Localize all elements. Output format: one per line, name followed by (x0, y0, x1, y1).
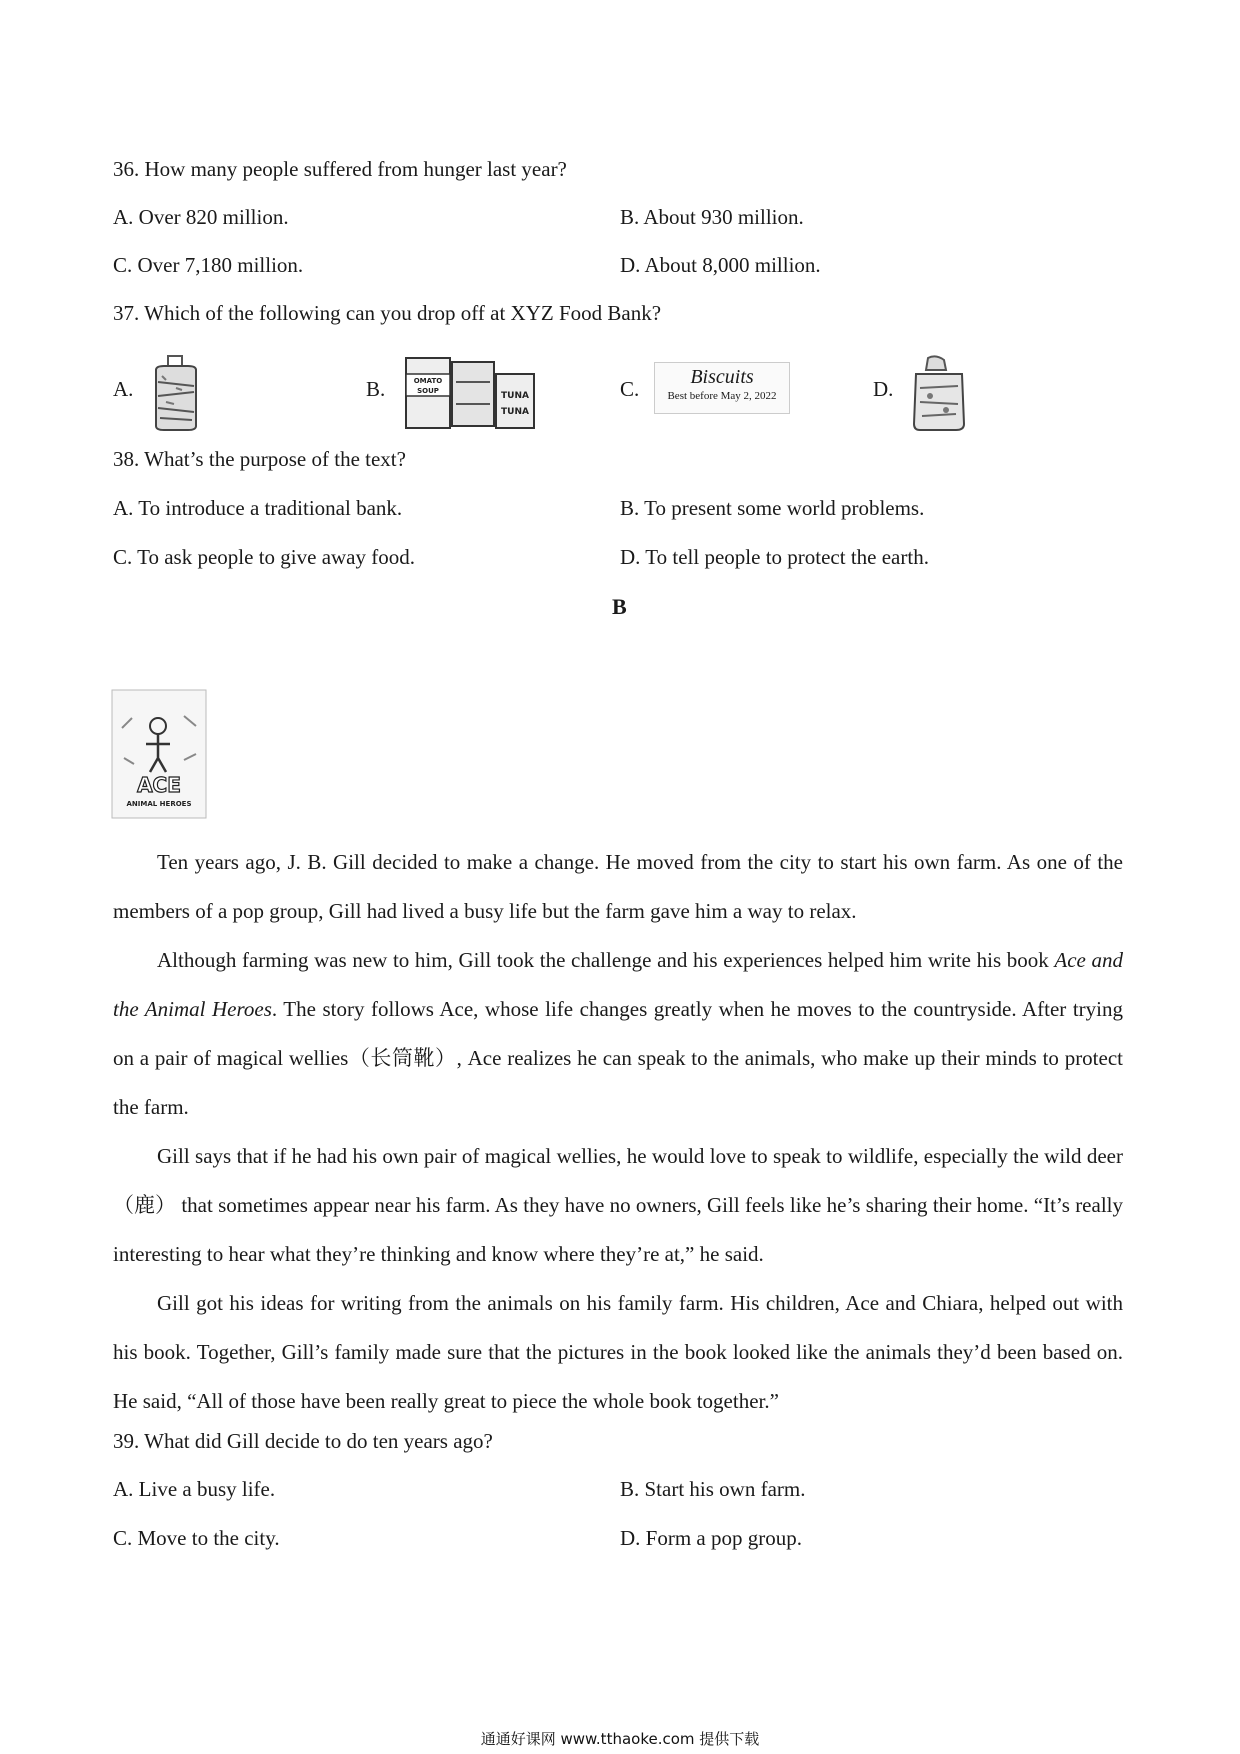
jar-image (146, 352, 216, 432)
q37-option-c-letter: C. (620, 377, 640, 401)
book-cover-image (110, 688, 208, 820)
q37-option-d-letter: D. (873, 377, 894, 401)
question-36: 36. How many people suffered from hunger last year? (113, 157, 567, 181)
paragraph-1-text: Ten years ago, J. B. Gill decided to make a change. He moved from the city to start his own farm. As one of the members of a pop group, Gill had lived a busy life but the farm gave him a way to relax. (113, 850, 1123, 923)
passage-paragraph-3 (113, 1132, 1123, 1279)
canned-food-image (402, 352, 537, 432)
paragraph-3-text: Gill says that if he had his own pair of magical wellies, he would love to speak to wildlife, especially the wild deer（鹿） that sometimes appear near his farm. As they have no owners, Gill feels like he’s sharing their home. “It’s really interesting to hear what they’re thinking and know where they’re at,” he said. (113, 1144, 1123, 1266)
book-cover-subtitle: ANIMAL HEROES (126, 800, 192, 808)
paragraph-2-text-start: Although farming was new to him, Gill took the challenge and his experiences helped him write his book (157, 948, 1055, 972)
q36-option-d: D. About 8,000 million. (620, 253, 821, 277)
paragraph-4-text: Gill got his ideas for writing from the animals on his family farm. His children, Ace and Chiara, helped out with his book. Together, Gill’s family made sure that the pictures in the book looked like the animals they’d been based on. He said, “All of those have been really great to piece the whole book together.” (113, 1291, 1123, 1413)
q36-option-b: B. About 930 million. (620, 205, 804, 229)
svg-text:TUNA: TUNA (501, 391, 529, 401)
question-37: 37. Which of the following can you drop off at XYZ Food Bank? (113, 301, 662, 325)
q38-option-b: B. To present some world problems. (620, 496, 925, 520)
q36-option-c: C. Over 7,180 million. (113, 253, 304, 277)
q38-option-d: D. To tell people to protect the earth. (620, 545, 929, 569)
q37-option-a-letter: A. (113, 377, 134, 401)
page-footer: 通通好课网 www.tthaoke.com 提供下载 (480, 1730, 760, 1748)
q36-option-a: A. Over 820 million. (113, 205, 289, 229)
q38-option-c: C. To ask people to give away food. (113, 545, 415, 569)
q39-option-c: C. Move to the city. (113, 1526, 280, 1550)
svg-text:TUNA: TUNA (501, 407, 529, 417)
passage-paragraph-1 (113, 838, 1123, 936)
svg-text:OMATO: OMATO (413, 377, 443, 385)
q39-option-a: A. Live a busy life. (113, 1477, 276, 1501)
question-39: 39. What did Gill decide to do ten years ago? (113, 1429, 493, 1453)
passage-paragraph-4 (113, 1279, 1123, 1426)
biscuits-label: Biscuits (690, 366, 754, 388)
q39-option-d: D. Form a pop group. (620, 1526, 802, 1550)
q37-option-b-letter: B. (366, 377, 386, 401)
passage-paragraph-2 (113, 936, 1123, 1132)
paragraph-2-text-end: . The story follows Ace, whose life changes greatly when he moves to the countryside. After trying on a pair of magical wellies（长筒靴）, Ace realizes he can speak to the animals, who make up their minds to protect the farm. (113, 997, 1123, 1119)
svg-text:SOUP: SOUP (417, 387, 439, 395)
biscuits-label-image (654, 362, 790, 414)
q38-option-a: A. To introduce a traditional bank. (113, 496, 403, 520)
section-b-heading: B (612, 594, 627, 619)
question-38: 38. What’s the purpose of the text? (113, 447, 406, 471)
bag-image (906, 352, 972, 432)
biscuits-best-before: Best before May 2, 2022 (667, 390, 777, 402)
book-title: Ace and the Animal Heroes (113, 948, 1123, 1021)
q39-option-b: B. Start his own farm. (620, 1477, 806, 1501)
book-cover-title: ACE (137, 773, 181, 797)
